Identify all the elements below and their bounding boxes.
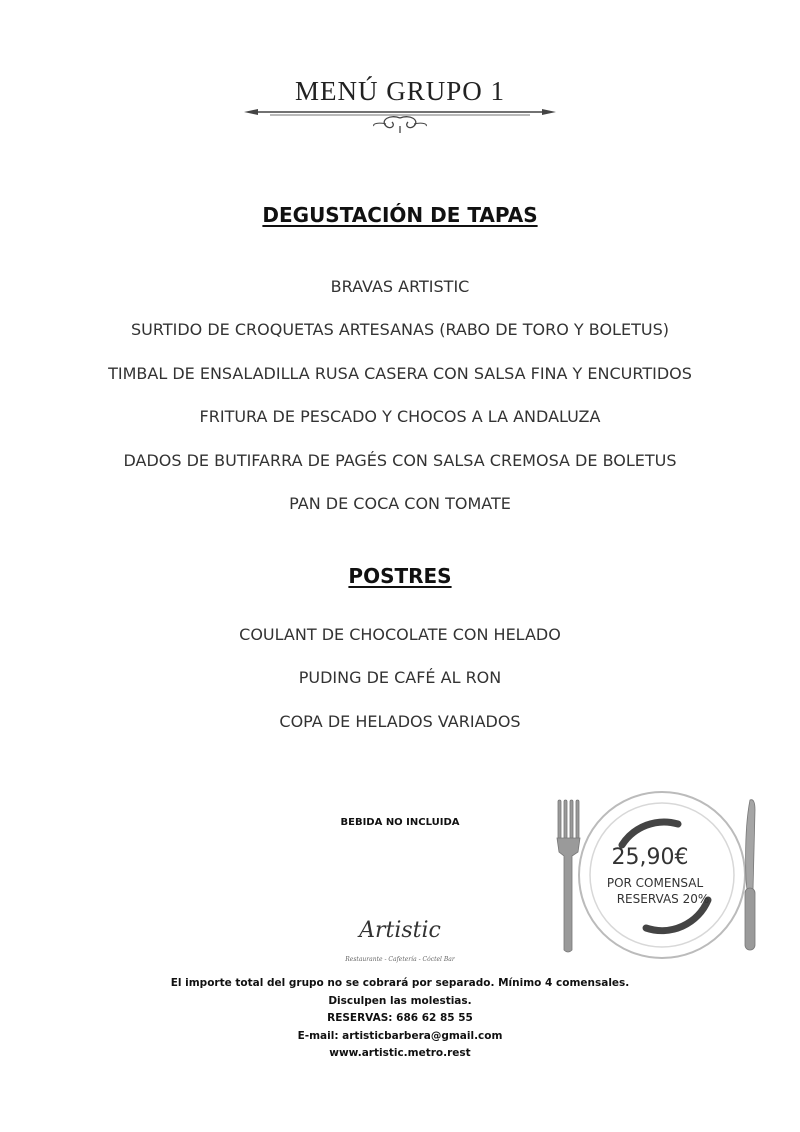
page-title: MENÚ GRUPO 1	[294, 76, 506, 106]
footer-info	[0, 975, 800, 1063]
tapas-item: TIMBAL DE ENSALADILLA RUSA CASERA CON SALSA FINA Y ENCURTIDOS	[108, 364, 692, 383]
drink-note: BEBIDA NO INCLUIDA	[340, 817, 460, 828]
brand-logo: Artistic	[359, 918, 441, 943]
brand-tagline: Restaurante - Cafetería - Cóctel Bar	[345, 956, 455, 963]
footer-phone: RESERVAS: 686 62 85 55	[327, 1012, 473, 1024]
footer-line: El importe total del grupo no se cobrará por separado. Mínimo 4 comensales.	[170, 977, 630, 989]
tapas-item: SURTIDO DE CROQUETAS ARTESANAS (RABO DE TORO Y BOLETUS)	[131, 320, 669, 339]
postres-item: PUDING DE CAFÉ AL RON	[298, 668, 502, 687]
footer-email: E-mail: artisticbarbera@gmail.com	[297, 1029, 503, 1042]
postres-item: COULANT DE CHOCOLATE CON HELADO	[239, 625, 561, 644]
price-per-person: POR COMENSAL	[606, 876, 704, 890]
footer-line: Disculpen las molestias.	[328, 994, 472, 1007]
tapas-item: BRAVAS ARTISTIC	[330, 277, 470, 296]
tapas-item: FRITURA DE PESCADO Y CHOCOS A LA ANDALUZA	[199, 407, 601, 426]
postres-heading: POSTRES	[348, 564, 452, 588]
price-reservas: RESERVAS 20%	[616, 892, 710, 906]
tapas-item: DADOS DE BUTIFARRA DE PAGÉS CON SALSA CREMOSA DE BOLETUS	[123, 451, 677, 470]
plate-cutlery-icon	[550, 790, 770, 960]
tapas-heading: DEGUSTACIÓN DE TAPAS	[262, 203, 538, 227]
price-amount: 25,90€	[611, 845, 689, 870]
postres-item: COPA DE HELADOS VARIADOS	[279, 712, 521, 731]
tapas-item: PAN DE COCA CON TOMATE	[289, 494, 511, 513]
footer-website: www.artistic.metro.rest	[329, 1047, 471, 1059]
ornament-divider-icon	[240, 100, 560, 136]
